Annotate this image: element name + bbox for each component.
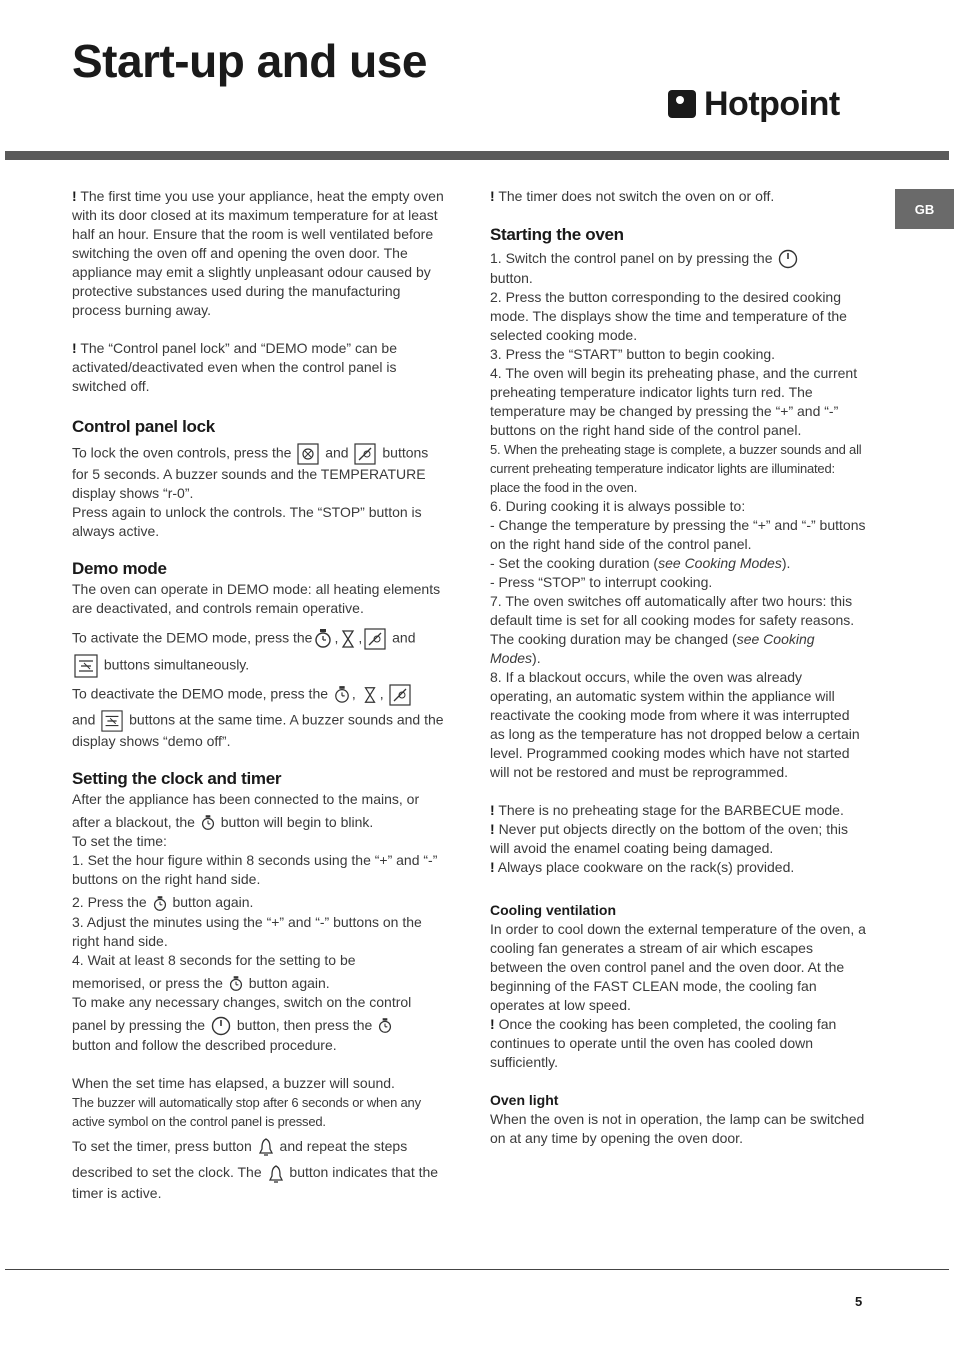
cooking-modes-reference: see Cooking Modes (490, 631, 815, 667)
clock-step-2: 2. Press the button again. (72, 893, 448, 912)
hourglass-button-icon (340, 628, 356, 650)
start-step-5: 5. When the preheating stage is complete, a buzzer sounds and all current preheating temperature indicator lights are illuminated: place the food in the oven. (490, 442, 862, 496)
timer-instructions-cont: described to set the clock. The button indicates that the timer is active. (72, 1164, 439, 1201)
start-step-4: 4. The oven will begin its preheating phase, and the current preheating temperature indicator lights turn red. The temperature may be changed by pressing the “+” and “-” buttons on the right hand side of the control panel. (490, 365, 858, 439)
hotpoint-logo-icon (668, 90, 696, 118)
traditional-oven-button-icon (74, 654, 98, 678)
start-step-2: 2. Press the button corresponding to the desired cooking mode. The displays show the time and temperature of the selected cooking mode. (490, 289, 847, 344)
clock-changes-note-cont: panel by pressing the button, then press the (72, 1016, 448, 1036)
page-number: 5 (855, 1294, 863, 1309)
pizza-mode-button-icon (364, 628, 386, 650)
starting-oven-heading: Starting the oven (490, 225, 624, 244)
bell-timer-button-icon (268, 1164, 284, 1184)
hourglass-button-icon (362, 685, 378, 705)
cooling-description: In order to cool down the external temperature of the oven, a cooling fan generates a stream of air which escapes between the oven control panel and the oven door. At the beginning of the FAST CLEAN mode, the cooling fan operates at low speed. (490, 921, 866, 1014)
start-step-3: 3. Press the “START” button to begin cooking. (490, 346, 776, 363)
start-step-6a: - Change the temperature by pressing the “+” and “-” buttons on the right hand side of the control panel. (490, 517, 866, 553)
warning-mark: ! (490, 821, 495, 838)
start-step-7: 7. The oven switches off automatically after two hours: this default time is set for all cooking modes for safety reasons. (490, 593, 855, 629)
lock-demo-text: The “Control panel lock” and “DEMO mode” can be activated/deactivated even when the control panel is switched off. (72, 340, 398, 394)
power-button-icon (778, 249, 798, 269)
brand-name: Hotpoint (704, 84, 840, 123)
oven-bottom-note: ! Never put objects directly on the bottom of the oven; this will avoid the enamel coating being damaged. (490, 821, 848, 857)
demo-mode-heading: Demo mode (72, 559, 167, 578)
clock-button-icon (314, 628, 332, 650)
intro-text: The first time you use your appliance, heat the empty oven with its door closed at its maximum temperature for at least half an hour. Ensure that the room is well ventilated before switching the oven off and opening the oven door. The appliance may emit a slightly unpleasant odour caused by protective substances used during the manufacturing process burning away. (72, 188, 444, 318)
pizza-mode-button-icon (354, 443, 376, 465)
start-step-1-cont: button. (490, 270, 533, 287)
buzzer-stop-note: The buzzer will automatically stop after 6 seconds or when any active symbol on the control panel is pressed. (72, 1095, 421, 1130)
clock-timer-heading: Setting the clock and timer (72, 769, 282, 788)
control-panel-lock-heading: Control panel lock (72, 417, 215, 436)
clock-blink-note: after a blackout, the button will begin to blink. (72, 813, 448, 832)
cooling-fan-note: ! Once the cooking has been completed, the cooling fan continues to operate until the oven has cooled down sufficiently. (490, 1016, 837, 1071)
clock-button-icon (229, 975, 243, 993)
cooking-modes-reference: see Cooking Modes (658, 555, 782, 572)
clock-step-4: 4. Wait at least 8 seconds for the setting to be (72, 951, 356, 968)
grill-fan-button-icon (297, 443, 319, 465)
start-step-6c: - Press “STOP” to interrupt cooking. (490, 574, 713, 591)
start-step-6b: - Set the cooking duration (see Cooking Modes). (490, 555, 791, 572)
clock-button-icon (378, 1017, 392, 1035)
brand-logo (668, 86, 840, 122)
clock-button-icon (334, 685, 350, 705)
buzzer-note: When the set time has elapsed, a buzzer will sound. (72, 1075, 395, 1092)
traditional-oven-button-icon (101, 710, 123, 732)
clock-step-3: 3. Adjust the minutes using the “+” and “-” buttons on the right hand side. (72, 913, 422, 949)
footer-divider (5, 1269, 949, 1270)
start-step-8: 8. If a blackout occurs, while the oven was already operating, an automatic system within the appliance will reactivate the cooking mode from where it was interrupted as long as the temperature has not dropped below a certain level. Programmed cooking modes which have not started will not be restored and must be reprogrammed. (490, 669, 860, 781)
demo-activate-instructions-cont: buttons simultaneously. (72, 654, 448, 678)
warning-mark: ! (490, 859, 495, 876)
right-column (490, 187, 866, 1148)
clock-step-4-cont: memorised, or press the button again. (72, 974, 448, 993)
oven-light-heading: Oven light (490, 1092, 559, 1109)
cooling-ventilation-heading: Cooling ventilation (490, 902, 616, 919)
header-divider (5, 151, 949, 160)
barbecue-note: ! There is no preheating stage for the BARBECUE mode. (490, 802, 844, 819)
demo-deactivate-instructions: To deactivate the DEMO mode, press the , , (72, 684, 448, 706)
bell-timer-button-icon (258, 1137, 274, 1157)
clock-button-icon (201, 814, 215, 832)
demo-activate-instructions: To activate the DEMO mode, press the , , and (72, 628, 448, 650)
lock-demo-note (72, 339, 448, 396)
clock-button-icon (153, 895, 167, 913)
demo-description: The oven can operate in DEMO mode: all heating elements are deactivated, and controls remain operative. (72, 581, 441, 616)
demo-deactivate-instructions-cont: and buttons at the same time. A buzzer sounds and the display shows “demo off”. (72, 711, 444, 749)
clock-step-intro: After the appliance has been connected to the mains, or (72, 791, 420, 807)
timer-instructions: To set the timer, press button and repeat the steps (72, 1137, 448, 1157)
start-step-1: 1. Switch the control panel on by pressing the (490, 249, 866, 269)
pizza-mode-button-icon (389, 684, 411, 706)
clock-set-time-label: To set the time: (72, 833, 167, 850)
warning-mark: ! (490, 1016, 495, 1033)
left-column (72, 187, 448, 1203)
warning-mark: ! (72, 340, 77, 356)
warning-mark: ! (490, 188, 495, 204)
clock-procedure-note: button and follow the described procedure. (72, 1037, 337, 1054)
warning-mark: ! (490, 802, 495, 819)
lock-instructions: To lock the oven controls, press the and buttons for 5 seconds. A buzzer sounds and the TEMPERATURE display shows “r-0”. (72, 444, 429, 501)
clock-changes-note: To make any necessary changes, switch on the control (72, 993, 412, 1010)
clock-step-1: 1. Set the hour figure within 8 seconds using the “+” and “-” buttons on the right hand side. (72, 852, 438, 888)
start-step-7b: The cooking duration may be changed (see Cooking Modes). (490, 631, 815, 667)
start-step-6: 6. During cooking it is always possible to: (490, 498, 746, 515)
warning-mark: ! (72, 188, 77, 204)
unlock-instructions: Press again to unlock the controls. The “STOP” button is always active. (72, 504, 422, 539)
timer-note: ! The timer does not switch the oven on or off. (490, 188, 775, 204)
intro-note (72, 187, 448, 320)
page-title: Start-up and use (72, 35, 427, 87)
cookware-note: ! Always place cookware on the rack(s) provided. (490, 859, 795, 876)
language-tab: GB (895, 189, 954, 229)
oven-light-description: When the oven is not in operation, the lamp can be switched on at any time by opening the oven door. (490, 1111, 865, 1147)
power-button-icon (211, 1016, 231, 1036)
